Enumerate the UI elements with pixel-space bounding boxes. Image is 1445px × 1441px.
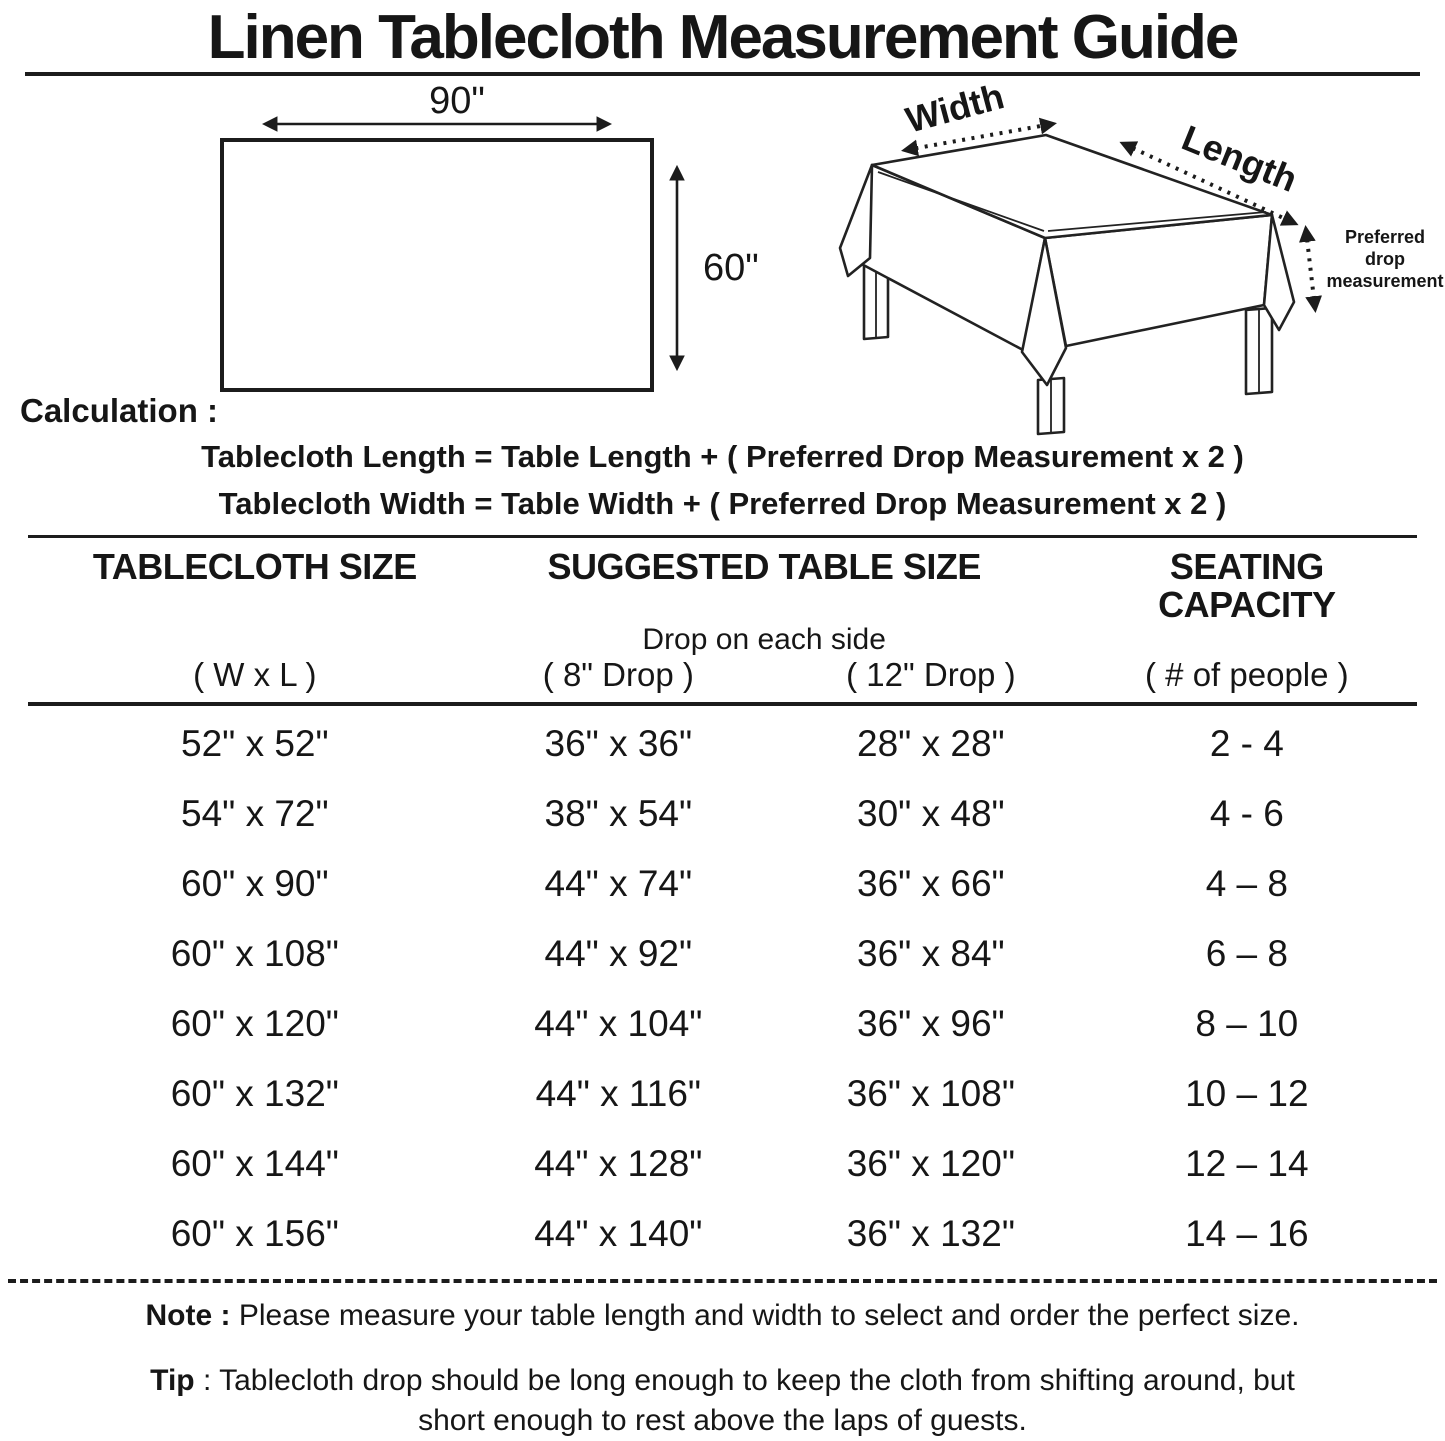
svg-text:Preferred: Preferred [1344, 227, 1426, 247]
cell-12-drop: 36" x 120" [846, 1143, 1015, 1184]
tablecloth-illustration [802, 75, 1445, 442]
title-divider [25, 72, 1420, 76]
cell-8-drop: 44" x 140" [534, 1213, 703, 1254]
tablecloth-rectangle [222, 140, 652, 390]
cell-tablecloth-size: 60" x 132" [170, 1073, 339, 1114]
cell-seating: 2 - 4 [1209, 723, 1284, 764]
cell-12-drop: 36" x 108" [846, 1073, 1015, 1114]
formula-width: Tablecloth Width = Table Width + ( Preferred Drop Measurement x 2 ) [218, 486, 1227, 521]
col-header-seating-capacity: SEATING CAPACITY [1158, 546, 1336, 625]
calculation-heading: Calculation : [20, 392, 219, 429]
cell-seating: 4 – 8 [1205, 863, 1288, 904]
subheader-wxl: ( W x L ) [193, 656, 317, 693]
tip-label: Tip [150, 1364, 195, 1397]
table-row [28, 1199, 1417, 1269]
cell-12-drop: 28" x 28" [857, 723, 1005, 764]
size-table-header [28, 535, 1417, 706]
drop-arrow [1306, 230, 1315, 308]
table-row [28, 779, 1417, 849]
table-row [28, 709, 1417, 779]
tip-block [6, 1361, 1439, 1441]
cell-seating: 6 – 8 [1205, 933, 1288, 974]
cell-8-drop: 44" x 104" [534, 1003, 703, 1044]
cell-12-drop: 36" x 96" [857, 1003, 1005, 1044]
cell-8-drop: 36" x 36" [544, 723, 693, 764]
cell-12-drop: 36" x 84" [857, 933, 1005, 974]
table-row [28, 1129, 1417, 1199]
width-90-label: 90" [429, 80, 485, 122]
height-60-label: 60" [703, 247, 759, 289]
width-label: Width [901, 75, 1009, 141]
note-text: Please measure your table length and width to select and order the perfect size. [230, 1299, 1300, 1332]
col-header-tablecloth-size: TABLECLOTH SIZE [92, 546, 417, 587]
cell-tablecloth-size: 52" x 52" [181, 723, 329, 764]
cell-tablecloth-size: 60" x 108" [170, 933, 339, 974]
drop-on-each-side-note: Drop on each side [642, 623, 886, 656]
cell-tablecloth-size: 60" x 144" [170, 1143, 339, 1184]
tip-line-2: short enough to rest above the laps of guests. [418, 1404, 1027, 1437]
subheader-people: ( # of people ) [1145, 656, 1349, 693]
cell-12-drop: 36" x 132" [846, 1213, 1015, 1254]
cell-8-drop: 38" x 54" [544, 793, 693, 834]
table-row [28, 919, 1417, 989]
tip-text-line1: : Tablecloth drop should be long enough to keep the cloth from shifting around, but [194, 1364, 1295, 1397]
cell-8-drop: 44" x 74" [544, 863, 693, 904]
tip-line-1 [6, 1361, 1439, 1401]
drop-note [1326, 227, 1443, 291]
note-line [10, 1296, 1435, 1336]
cell-seating: 10 – 12 [1185, 1073, 1309, 1114]
diagram-row [0, 75, 1445, 430]
size-table-body [28, 706, 1417, 1269]
cell-seating: 8 – 10 [1195, 1003, 1299, 1044]
table-row [28, 849, 1417, 919]
subheader-12-drop: ( 12" Drop ) [846, 656, 1016, 693]
cell-tablecloth-size: 60" x 120" [170, 1003, 339, 1044]
cell-seating: 12 – 14 [1185, 1143, 1309, 1184]
page-title: Linen Tablecloth Measurement Guide [207, 3, 1238, 72]
cell-8-drop: 44" x 116" [535, 1073, 702, 1114]
cell-tablecloth-size: 60" x 156" [170, 1213, 339, 1254]
svg-text:measurement: measurement [1326, 271, 1444, 291]
subheader-8-drop: ( 8" Drop ) [542, 656, 694, 693]
cell-12-drop: 30" x 48" [857, 793, 1005, 834]
col-header-suggested-table-size: SUGGESTED TABLE SIZE [547, 546, 981, 587]
note-label: Note : [145, 1299, 231, 1332]
cell-seating: 4 - 6 [1209, 793, 1284, 834]
table-row [28, 1059, 1417, 1129]
length-label: Length [1176, 116, 1303, 200]
cell-seating: 14 – 16 [1185, 1213, 1309, 1254]
svg-text:drop: drop [1365, 249, 1405, 269]
formula-length: Tablecloth Length = Table Length + ( Preferred Drop Measurement x 2 ) [201, 439, 1244, 474]
dashed-divider [8, 1279, 1437, 1283]
cell-8-drop: 44" x 92" [544, 933, 693, 974]
calculation-formulas [0, 433, 1445, 527]
cell-12-drop: 36" x 66" [857, 863, 1005, 904]
cell-8-drop: 44" x 128" [534, 1143, 703, 1184]
flat-tablecloth-diagram [147, 80, 802, 430]
table-row [28, 989, 1417, 1059]
cell-tablecloth-size: 60" x 90" [181, 863, 329, 904]
cell-tablecloth-size: 54" x 72" [181, 793, 329, 834]
